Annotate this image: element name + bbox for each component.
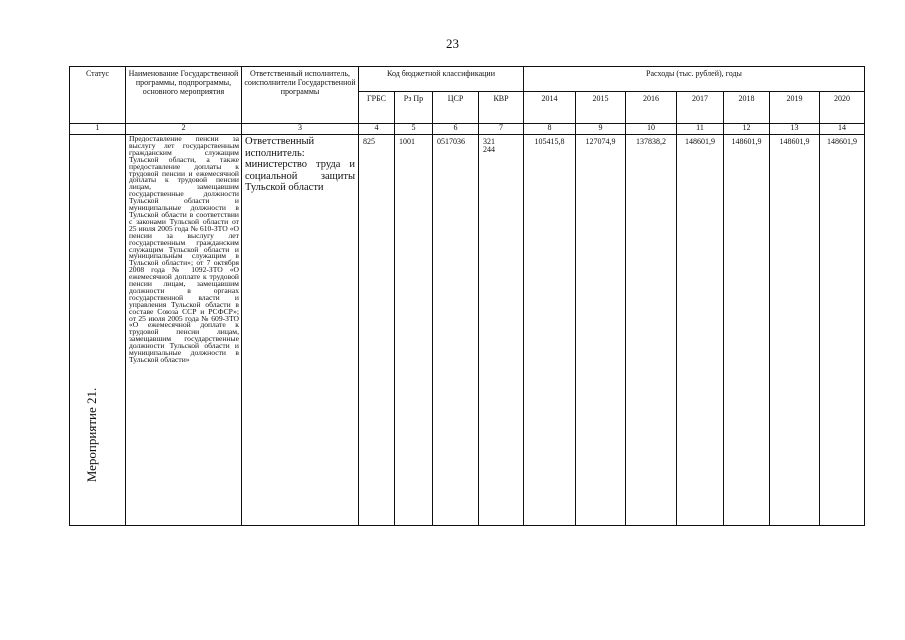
header-year: 2016 bbox=[626, 92, 677, 124]
amount-2019: 148601,9 bbox=[770, 135, 820, 526]
header-responsible: Ответственный исполнитель, соисполнители Государственной программы bbox=[242, 67, 359, 124]
responsible-cell bbox=[242, 135, 359, 526]
responsible-executor: Ответственный исполнитель: министерство труда и социальной защиты Тульской области bbox=[245, 136, 355, 193]
kvr-cell bbox=[479, 135, 524, 526]
column-number: 6 bbox=[433, 124, 479, 135]
page-number: 23 bbox=[446, 36, 459, 51]
column-number: 2 bbox=[126, 124, 242, 135]
header-year: 2018 bbox=[724, 92, 770, 124]
header-csr: ЦСР bbox=[433, 92, 479, 124]
header-rzpr: Рз Пр bbox=[395, 92, 433, 124]
csr-value: 0517036 bbox=[433, 135, 479, 526]
column-number: 14 bbox=[820, 124, 865, 135]
header-row-1 bbox=[70, 67, 865, 92]
column-number: 5 bbox=[395, 124, 433, 135]
column-number: 7 bbox=[479, 124, 524, 135]
header-year: 2019 bbox=[770, 92, 820, 124]
header-year: 2015 bbox=[576, 92, 626, 124]
rzpr-value: 1001 bbox=[395, 135, 433, 526]
column-number: 3 bbox=[242, 124, 359, 135]
amount-2016: 137838,2 bbox=[626, 135, 677, 526]
column-number: 9 bbox=[576, 124, 626, 135]
column-number: 8 bbox=[524, 124, 576, 135]
header-status: Статус bbox=[70, 67, 126, 124]
budget-table bbox=[69, 66, 865, 526]
header-budget-code: Код бюджетной классификации bbox=[359, 67, 524, 92]
header-year: 2014 bbox=[524, 92, 576, 124]
table-row bbox=[70, 135, 865, 526]
column-number: 11 bbox=[677, 124, 724, 135]
amount-2015: 127074,9 bbox=[576, 135, 626, 526]
header-name: Наименование Государственной программы, подпрограммы, основного мероприятия bbox=[126, 67, 242, 124]
measure-name: Предоставление пенсии за выслугу лет государственным гражданским служащим Тульской области, а также предоставление доплаты к трудовой пенсии и ежемесячной доплаты к трудовой пенсии лицам, замещавшим государственные должности Тульской области и муниципальные должности в Тульской области в соответствии с законами Тульской области от 25 июля 2005 года № 610-ЗТО «О пенсии за выслугу лет государственным гражданским служащим Тульской области и муниципальным служащим в Тульской области»; от 7 октября 2008 года № 1092-ЗТО «О ежемесячной доплате к трудовой пенсии лицам, замещавшим должности в органах государственной власти и управления Тульской области в составе Союза ССР и РСФСР»; от 25 июля 2005 года № 609-ЗТО «О ежемесячной доплате к трудовой пенсии лицам, замещавшим государственные должности Тульской области и муниципальные должности в Тульской области» bbox=[129, 134, 239, 364]
column-number-row bbox=[70, 124, 865, 135]
grbs-value: 825 bbox=[359, 135, 395, 526]
status-cell bbox=[70, 135, 126, 526]
header-grbs: ГРБС bbox=[359, 92, 395, 124]
header-expenses: Расходы (тыс. рублей), годы bbox=[524, 67, 865, 92]
name-cell bbox=[126, 135, 242, 526]
column-number: 13 bbox=[770, 124, 820, 135]
amount-2020: 148601,9 bbox=[820, 135, 865, 526]
column-number: 1 bbox=[70, 124, 126, 135]
column-number: 12 bbox=[724, 124, 770, 135]
amount-2018: 148601,9 bbox=[724, 135, 770, 526]
amount-2014: 105415,8 bbox=[524, 135, 576, 526]
column-number: 10 bbox=[626, 124, 677, 135]
kvr-value: 244 bbox=[483, 145, 495, 154]
header-year: 2020 bbox=[820, 92, 865, 124]
kvr-value: 321 bbox=[483, 137, 495, 146]
amount-2017: 148601,9 bbox=[677, 135, 724, 526]
status-label: Мероприятие 21. bbox=[84, 387, 99, 483]
header-kvr: КВР bbox=[479, 92, 524, 124]
column-number: 4 bbox=[359, 124, 395, 135]
header-year: 2017 bbox=[677, 92, 724, 124]
